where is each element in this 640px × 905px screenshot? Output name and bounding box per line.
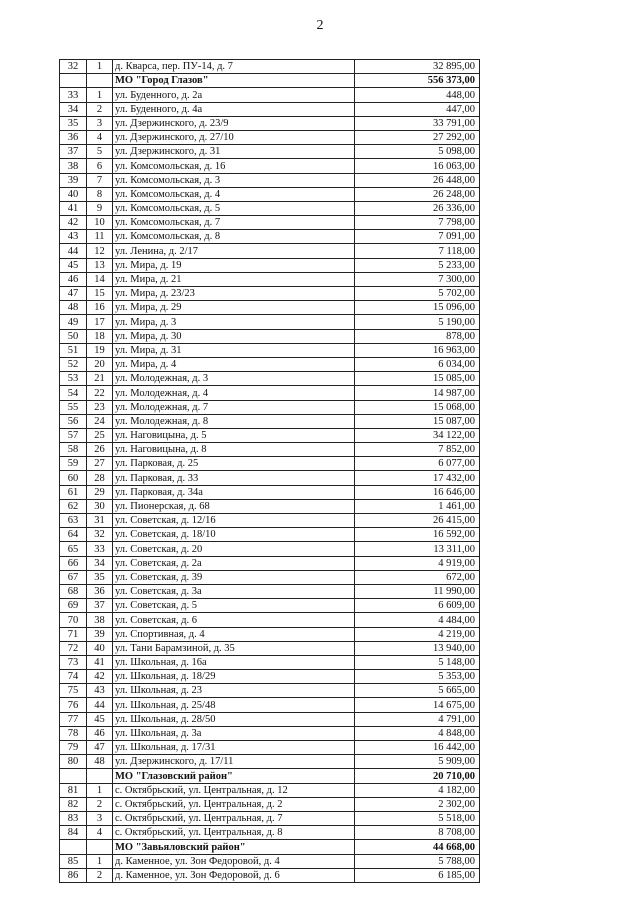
table-row <box>60 670 480 684</box>
table-row <box>60 88 480 102</box>
sub-number-cell: 8 <box>87 187 113 201</box>
sub-number-cell <box>87 74 113 88</box>
sub-number-cell: 34 <box>87 556 113 570</box>
address-cell: ул. Мира, д. 3 <box>113 315 355 329</box>
sub-number-cell: 31 <box>87 514 113 528</box>
sub-number-cell: 12 <box>87 244 113 258</box>
table-row <box>60 372 480 386</box>
amount-cell: 672,00 <box>355 570 480 584</box>
table-row <box>60 400 480 414</box>
address-cell: д. Кварса, пер. ПУ-14, д. 7 <box>113 60 355 74</box>
amount-cell: 448,00 <box>355 88 480 102</box>
row-number-cell: 77 <box>60 712 87 726</box>
address-cell: ул. Школьная, д. 16а <box>113 655 355 669</box>
amount-cell: 16 442,00 <box>355 741 480 755</box>
row-number-cell: 47 <box>60 287 87 301</box>
row-number-cell: 48 <box>60 301 87 315</box>
row-number-cell: 64 <box>60 528 87 542</box>
sub-number-cell: 22 <box>87 386 113 400</box>
amount-cell: 16 063,00 <box>355 159 480 173</box>
sub-number-cell: 23 <box>87 400 113 414</box>
address-cell: ул. Советская, д. 5 <box>113 599 355 613</box>
row-number-cell: 73 <box>60 655 87 669</box>
sub-number-cell: 17 <box>87 315 113 329</box>
address-cell: ул. Советская, д. 12/16 <box>113 514 355 528</box>
sub-number-cell: 2 <box>87 102 113 116</box>
amount-cell: 4 182,00 <box>355 783 480 797</box>
row-number-cell: 78 <box>60 726 87 740</box>
sub-number-cell: 40 <box>87 641 113 655</box>
table-row <box>60 712 480 726</box>
amount-cell: 7 300,00 <box>355 272 480 286</box>
table-row <box>60 613 480 627</box>
row-number-cell: 83 <box>60 811 87 825</box>
address-cell: ул. Молодежная, д. 8 <box>113 414 355 428</box>
table-row <box>60 741 480 755</box>
address-cell: ул. Парковая, д. 25 <box>113 457 355 471</box>
sub-number-cell: 25 <box>87 428 113 442</box>
address-cell: с. Октябрьский, ул. Центральная, д. 2 <box>113 797 355 811</box>
address-cell: ул. Советская, д. 20 <box>113 542 355 556</box>
amount-cell: 17 432,00 <box>355 471 480 485</box>
amount-cell: 16 963,00 <box>355 343 480 357</box>
address-cell: ул. Наговицына, д. 8 <box>113 443 355 457</box>
amount-cell: 14 675,00 <box>355 698 480 712</box>
table-row <box>60 826 480 840</box>
amount-cell: 4 484,00 <box>355 613 480 627</box>
amount-cell: 33 791,00 <box>355 116 480 130</box>
amount-cell: 5 909,00 <box>355 755 480 769</box>
amount-cell: 15 068,00 <box>355 400 480 414</box>
sub-number-cell: 4 <box>87 826 113 840</box>
row-number-cell: 42 <box>60 216 87 230</box>
sub-number-cell: 2 <box>87 868 113 882</box>
row-number-cell: 39 <box>60 173 87 187</box>
sub-number-cell: 38 <box>87 613 113 627</box>
address-cell: ул. Советская, д. 2а <box>113 556 355 570</box>
address-cell: ул. Ленина, д. 2/17 <box>113 244 355 258</box>
address-cell: ул. Советская, д. 18/10 <box>113 528 355 542</box>
group-header-row <box>60 74 480 88</box>
row-number-cell: 53 <box>60 372 87 386</box>
row-number-cell: 61 <box>60 485 87 499</box>
address-cell: ул. Дзержинского, д. 23/9 <box>113 116 355 130</box>
table-row <box>60 627 480 641</box>
group-header-row <box>60 769 480 783</box>
amount-cell: 7 118,00 <box>355 244 480 258</box>
amount-cell: 5 148,00 <box>355 655 480 669</box>
table-row <box>60 386 480 400</box>
page-number: 2 <box>316 18 324 33</box>
address-cell: ул. Комсомольская, д. 3 <box>113 173 355 187</box>
row-number-cell: 59 <box>60 457 87 471</box>
table-row <box>60 499 480 513</box>
sub-number-cell: 15 <box>87 287 113 301</box>
address-cell: ул. Молодежная, д. 3 <box>113 372 355 386</box>
row-number-cell: 54 <box>60 386 87 400</box>
address-cell: ул. Советская, д. 39 <box>113 570 355 584</box>
address-cell: ул. Советская, д. 3а <box>113 584 355 598</box>
sub-number-cell: 45 <box>87 712 113 726</box>
table-row <box>60 726 480 740</box>
table-row <box>60 514 480 528</box>
sub-number-cell: 29 <box>87 485 113 499</box>
address-cell: с. Октябрьский, ул. Центральная, д. 12 <box>113 783 355 797</box>
table-row <box>60 60 480 74</box>
address-cell: ул. Школьная, д. 3а <box>113 726 355 740</box>
registry-table-body <box>60 60 480 883</box>
sub-number-cell: 1 <box>87 854 113 868</box>
table-row <box>60 556 480 570</box>
amount-cell: 27 292,00 <box>355 130 480 144</box>
table-row <box>60 159 480 173</box>
row-number-cell: 76 <box>60 698 87 712</box>
row-number-cell: 32 <box>60 60 87 74</box>
amount-cell: 6 034,00 <box>355 357 480 371</box>
sub-number-cell: 35 <box>87 570 113 584</box>
row-number-cell: 66 <box>60 556 87 570</box>
sub-number-cell: 6 <box>87 159 113 173</box>
address-cell: ул. Комсомольская, д. 16 <box>113 159 355 173</box>
amount-cell: 44 668,00 <box>355 840 480 854</box>
sub-number-cell: 30 <box>87 499 113 513</box>
amount-cell: 2 302,00 <box>355 797 480 811</box>
amount-cell: 6 609,00 <box>355 599 480 613</box>
table-row <box>60 230 480 244</box>
address-cell: ул. Советская, д. 6 <box>113 613 355 627</box>
row-number-cell: 37 <box>60 145 87 159</box>
row-number-cell: 40 <box>60 187 87 201</box>
table-row <box>60 868 480 882</box>
address-cell: ул. Школьная, д. 28/50 <box>113 712 355 726</box>
address-cell: д. Каменное, ул. Зон Федоровой, д. 6 <box>113 868 355 882</box>
amount-cell: 447,00 <box>355 102 480 116</box>
sub-number-cell: 18 <box>87 329 113 343</box>
table-row <box>60 471 480 485</box>
address-cell: ул. Молодежная, д. 4 <box>113 386 355 400</box>
amount-cell: 4 791,00 <box>355 712 480 726</box>
row-number-cell: 52 <box>60 357 87 371</box>
sub-number-cell: 41 <box>87 655 113 669</box>
row-number-cell: 49 <box>60 315 87 329</box>
sub-number-cell: 10 <box>87 216 113 230</box>
sub-number-cell: 33 <box>87 542 113 556</box>
table-row <box>60 216 480 230</box>
amount-cell: 4 919,00 <box>355 556 480 570</box>
table-row <box>60 343 480 357</box>
amount-cell: 7 091,00 <box>355 230 480 244</box>
amount-cell: 1 461,00 <box>355 499 480 513</box>
address-cell: ул. Школьная, д. 23 <box>113 684 355 698</box>
sub-number-cell <box>87 840 113 854</box>
row-number-cell: 69 <box>60 599 87 613</box>
sub-number-cell: 2 <box>87 797 113 811</box>
amount-cell: 15 096,00 <box>355 301 480 315</box>
amount-cell: 5 353,00 <box>355 670 480 684</box>
row-number-cell: 46 <box>60 272 87 286</box>
address-cell: ул. Комсомольская, д. 8 <box>113 230 355 244</box>
address-cell: ул. Комсомольская, д. 5 <box>113 201 355 215</box>
row-number-cell: 85 <box>60 854 87 868</box>
address-cell: ул. Комсомольская, д. 7 <box>113 216 355 230</box>
address-cell: ул. Мира, д. 4 <box>113 357 355 371</box>
row-number-cell: 55 <box>60 400 87 414</box>
address-cell: ул. Буденного, д. 2а <box>113 88 355 102</box>
amount-cell: 7 798,00 <box>355 216 480 230</box>
amount-cell: 6 077,00 <box>355 457 480 471</box>
table-row <box>60 258 480 272</box>
row-number-cell: 80 <box>60 755 87 769</box>
group-header-row <box>60 840 480 854</box>
table-row <box>60 244 480 258</box>
amount-cell: 13 940,00 <box>355 641 480 655</box>
sub-number-cell: 47 <box>87 741 113 755</box>
address-cell: МО "Глазовский район" <box>113 769 355 783</box>
sub-number-cell: 42 <box>87 670 113 684</box>
table-row <box>60 145 480 159</box>
amount-cell: 5 702,00 <box>355 287 480 301</box>
row-number-cell: 84 <box>60 826 87 840</box>
row-number-cell: 74 <box>60 670 87 684</box>
table-row <box>60 684 480 698</box>
row-number-cell: 45 <box>60 258 87 272</box>
table-row <box>60 287 480 301</box>
table-row <box>60 542 480 556</box>
sub-number-cell: 3 <box>87 811 113 825</box>
table-row <box>60 443 480 457</box>
amount-cell: 15 087,00 <box>355 414 480 428</box>
sub-number-cell: 20 <box>87 357 113 371</box>
sub-number-cell: 36 <box>87 584 113 598</box>
sub-number-cell: 1 <box>87 60 113 74</box>
amount-cell: 5 190,00 <box>355 315 480 329</box>
table-row <box>60 130 480 144</box>
sub-number-cell: 16 <box>87 301 113 315</box>
address-cell: ул. Наговицына, д. 5 <box>113 428 355 442</box>
row-number-cell: 41 <box>60 201 87 215</box>
row-number-cell: 44 <box>60 244 87 258</box>
address-cell: ул. Пионерская, д. 68 <box>113 499 355 513</box>
amount-cell: 4 848,00 <box>355 726 480 740</box>
sub-number-cell: 13 <box>87 258 113 272</box>
row-number-cell: 51 <box>60 343 87 357</box>
address-cell: ул. Мира, д. 29 <box>113 301 355 315</box>
address-cell: ул. Школьная, д. 17/31 <box>113 741 355 755</box>
sub-number-cell: 1 <box>87 88 113 102</box>
sub-number-cell: 24 <box>87 414 113 428</box>
table-row <box>60 414 480 428</box>
row-number-cell: 70 <box>60 613 87 627</box>
amount-cell: 4 219,00 <box>355 627 480 641</box>
registry-table <box>59 59 480 883</box>
row-number-cell: 38 <box>60 159 87 173</box>
row-number-cell <box>60 840 87 854</box>
sub-number-cell: 44 <box>87 698 113 712</box>
row-number-cell: 82 <box>60 797 87 811</box>
row-number-cell: 62 <box>60 499 87 513</box>
table-row <box>60 116 480 130</box>
table-row <box>60 173 480 187</box>
sub-number-cell: 9 <box>87 201 113 215</box>
amount-cell: 26 415,00 <box>355 514 480 528</box>
amount-cell: 7 852,00 <box>355 443 480 457</box>
row-number-cell <box>60 769 87 783</box>
address-cell: ул. Мира, д. 21 <box>113 272 355 286</box>
row-number-cell: 67 <box>60 570 87 584</box>
row-number-cell: 56 <box>60 414 87 428</box>
amount-cell: 32 895,00 <box>355 60 480 74</box>
amount-cell: 5 665,00 <box>355 684 480 698</box>
table-row <box>60 329 480 343</box>
address-cell: ул. Мира, д. 19 <box>113 258 355 272</box>
table-row <box>60 641 480 655</box>
sub-number-cell: 26 <box>87 443 113 457</box>
amount-cell: 26 448,00 <box>355 173 480 187</box>
amount-cell: 5 098,00 <box>355 145 480 159</box>
row-number-cell: 75 <box>60 684 87 698</box>
sub-number-cell <box>87 769 113 783</box>
sub-number-cell: 5 <box>87 145 113 159</box>
table-row <box>60 797 480 811</box>
row-number-cell: 50 <box>60 329 87 343</box>
amount-cell: 5 233,00 <box>355 258 480 272</box>
amount-cell: 878,00 <box>355 329 480 343</box>
amount-cell: 14 987,00 <box>355 386 480 400</box>
table-row <box>60 755 480 769</box>
address-cell: с. Октябрьский, ул. Центральная, д. 7 <box>113 811 355 825</box>
amount-cell: 11 990,00 <box>355 584 480 598</box>
row-number-cell: 33 <box>60 88 87 102</box>
sub-number-cell: 3 <box>87 116 113 130</box>
address-cell: ул. Дзержинского, д. 31 <box>113 145 355 159</box>
row-number-cell <box>60 74 87 88</box>
amount-cell: 26 336,00 <box>355 201 480 215</box>
address-cell: ул. Дзержинского, д. 27/10 <box>113 130 355 144</box>
amount-cell: 8 708,00 <box>355 826 480 840</box>
sub-number-cell: 27 <box>87 457 113 471</box>
sub-number-cell: 43 <box>87 684 113 698</box>
address-cell: ул. Комсомольская, д. 4 <box>113 187 355 201</box>
sub-number-cell: 28 <box>87 471 113 485</box>
sub-number-cell: 48 <box>87 755 113 769</box>
table-row <box>60 570 480 584</box>
address-cell: с. Октябрьский, ул. Центральная, д. 8 <box>113 826 355 840</box>
address-cell: ул. Мира, д. 23/23 <box>113 287 355 301</box>
row-number-cell: 58 <box>60 443 87 457</box>
row-number-cell: 71 <box>60 627 87 641</box>
amount-cell: 6 185,00 <box>355 868 480 882</box>
address-cell: ул. Мира, д. 31 <box>113 343 355 357</box>
amount-cell: 5 788,00 <box>355 854 480 868</box>
sub-number-cell: 21 <box>87 372 113 386</box>
address-cell: МО "Завьяловский район" <box>113 840 355 854</box>
table-row <box>60 528 480 542</box>
table-row <box>60 272 480 286</box>
sub-number-cell: 46 <box>87 726 113 740</box>
amount-cell: 13 311,00 <box>355 542 480 556</box>
row-number-cell: 36 <box>60 130 87 144</box>
address-cell: ул. Дзержинского, д. 17/11 <box>113 755 355 769</box>
row-number-cell: 35 <box>60 116 87 130</box>
row-number-cell: 60 <box>60 471 87 485</box>
amount-cell: 20 710,00 <box>355 769 480 783</box>
amount-cell: 16 646,00 <box>355 485 480 499</box>
amount-cell: 556 373,00 <box>355 74 480 88</box>
amount-cell: 15 085,00 <box>355 372 480 386</box>
row-number-cell: 43 <box>60 230 87 244</box>
amount-cell: 34 122,00 <box>355 428 480 442</box>
address-cell: ул. Парковая, д. 34а <box>113 485 355 499</box>
sub-number-cell: 7 <box>87 173 113 187</box>
sub-number-cell: 32 <box>87 528 113 542</box>
address-cell: ул. Школьная, д. 25/48 <box>113 698 355 712</box>
address-cell: ул. Спортивная, д. 4 <box>113 627 355 641</box>
table-row <box>60 655 480 669</box>
table-row <box>60 315 480 329</box>
sub-number-cell: 4 <box>87 130 113 144</box>
address-cell: МО "Город Глазов" <box>113 74 355 88</box>
row-number-cell: 63 <box>60 514 87 528</box>
address-cell: д. Каменное, ул. Зон Федоровой, д. 4 <box>113 854 355 868</box>
amount-cell: 16 592,00 <box>355 528 480 542</box>
address-cell: ул. Тани Барамзиной, д. 35 <box>113 641 355 655</box>
table-row <box>60 428 480 442</box>
address-cell: ул. Молодежная, д. 7 <box>113 400 355 414</box>
row-number-cell: 81 <box>60 783 87 797</box>
table-row <box>60 783 480 797</box>
sub-number-cell: 19 <box>87 343 113 357</box>
row-number-cell: 65 <box>60 542 87 556</box>
sub-number-cell: 11 <box>87 230 113 244</box>
table-row <box>60 485 480 499</box>
table-row <box>60 599 480 613</box>
address-cell: ул. Парковая, д. 33 <box>113 471 355 485</box>
table-row <box>60 811 480 825</box>
address-cell: ул. Буденного, д. 4а <box>113 102 355 116</box>
sub-number-cell: 39 <box>87 627 113 641</box>
table-row <box>60 201 480 215</box>
address-cell: ул. Школьная, д. 18/29 <box>113 670 355 684</box>
row-number-cell: 72 <box>60 641 87 655</box>
row-number-cell: 57 <box>60 428 87 442</box>
table-row <box>60 102 480 116</box>
sub-number-cell: 37 <box>87 599 113 613</box>
table-row <box>60 357 480 371</box>
sub-number-cell: 1 <box>87 783 113 797</box>
sub-number-cell: 14 <box>87 272 113 286</box>
table-row <box>60 698 480 712</box>
address-cell: ул. Мира, д. 30 <box>113 329 355 343</box>
table-row <box>60 187 480 201</box>
table-row <box>60 584 480 598</box>
row-number-cell: 79 <box>60 741 87 755</box>
table-row <box>60 301 480 315</box>
table-row <box>60 854 480 868</box>
amount-cell: 26 248,00 <box>355 187 480 201</box>
row-number-cell: 86 <box>60 868 87 882</box>
row-number-cell: 34 <box>60 102 87 116</box>
table-row <box>60 457 480 471</box>
row-number-cell: 68 <box>60 584 87 598</box>
amount-cell: 5 518,00 <box>355 811 480 825</box>
